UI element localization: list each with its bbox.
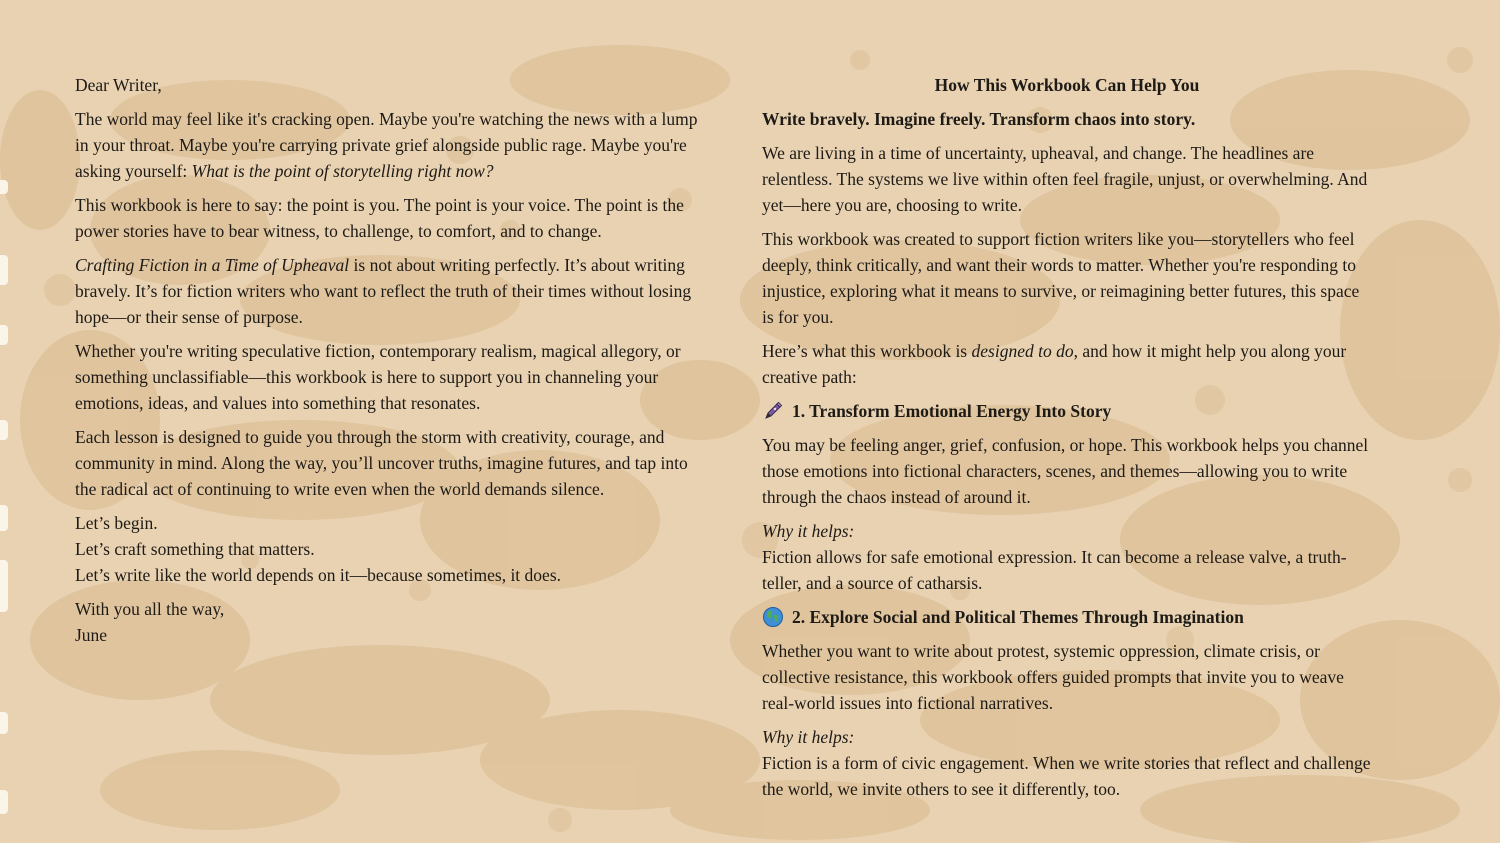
letter-closing-lines: [75, 510, 700, 588]
letter-signature: June: [75, 625, 108, 645]
letter-paragraph-3-text: is not about writing perfectly. It’s about writing bravely. It’s for fiction writers who want to reflect the truth of their times without losing hope—or their sense of purpose.: [75, 255, 692, 327]
section-2-why: [762, 724, 1372, 802]
letter-signoff-block: [75, 596, 700, 648]
workbook-paragraph-1: We are living in a time of uncertainty, upheaval, and change. The headlines are relentless. The systems we live within often feel fragile, unjust, or overwhelming. And yet—here you are, choosing to write.: [762, 143, 1368, 215]
why-it-helps-label: Why it helps:: [762, 727, 855, 747]
edge-mark: [0, 712, 8, 734]
edge-mark: [0, 560, 8, 612]
section-heading-1: [762, 398, 1372, 424]
letter-paragraph-1-text: The world may feel like it's cracking open. Maybe you're watching the news with a lump in your throat. Maybe you're carrying private grief alongside public rage. Maybe you're asking yourself:: [75, 109, 698, 181]
edge-mark: [0, 180, 8, 194]
workbook-paragraph-3-italic: designed to do: [971, 341, 1074, 361]
section-heading-1-text: 1. Transform Emotional Energy Into Story: [792, 401, 1112, 421]
workbook-title-italic: Crafting Fiction in a Time of Upheaval: [75, 255, 350, 275]
workbook-paragraph-3-before: Here’s what this workbook is: [762, 341, 972, 361]
workbook-column: [762, 72, 1372, 810]
letter-column: [75, 72, 700, 656]
edge-mark: [0, 505, 8, 531]
letter-paragraph-5: Each lesson is designed to guide you through the storm with creativity, courage, and community in mind. Along the way, you’ll uncover truths, imagine futures, and tap into the radical act of continuing to write even when the world demands silence.: [75, 427, 688, 499]
letter-paragraph-1: [75, 106, 700, 184]
letter-signoff: With you all the way,: [75, 599, 225, 619]
section-1-body: You may be feeling anger, grief, confusion, or hope. This workbook helps you channel those emotions into fictional characters, scenes, and themes—allowing you to write through the chaos instead of around it.: [762, 435, 1369, 507]
letter-paragraph-2: This workbook is here to say: the point is you. The point is your voice. The point is the power stories have to bear witness, to challenge, to comfort, and to change.: [75, 195, 684, 241]
edge-mark: [0, 790, 8, 814]
closing-line: Let’s write like the world depends on it—because sometimes, it does.: [75, 565, 562, 585]
workbook-paragraph-3: [762, 338, 1372, 390]
globe-icon: [762, 606, 784, 628]
section-heading-2-text: 2. Explore Social and Political Themes Through Imagination: [792, 607, 1244, 627]
letter-paragraph-1-question: What is the point of storytelling right now?: [191, 161, 494, 181]
pen-icon: [762, 400, 784, 422]
tagline: Write bravely. Imagine freely. Transform chaos into story.: [762, 109, 1196, 129]
why-it-helps-label: Why it helps:: [762, 521, 855, 541]
edge-mark: [0, 325, 8, 345]
letter-paragraph-4: Whether you're writing speculative fiction, contemporary realism, magical allegory, or something unclassifiable—this workbook is here to support you in channeling your emotions, ideas, and values into something that resonates.: [75, 341, 681, 413]
section-1-why: [762, 518, 1372, 596]
why-it-helps-text: Fiction is a form of civic engagement. When we write stories that reflect and challenge the world, we invite others to see it differently, too.: [762, 753, 1371, 799]
section-heading-2: [762, 604, 1372, 630]
letter-paragraph-3: [75, 252, 700, 330]
letter-salutation: Dear Writer,: [75, 75, 162, 95]
workbook-paragraph-2: This workbook was created to support fiction writers like you—storytellers who feel deeply, think critically, and want their words to matter. Whether you're responding to injustice, exploring what it means to survive, or reimagining better futures, this space is for you.: [762, 229, 1360, 327]
workbook-paragraph-3-after: , and how it might help you along your creative path:: [762, 341, 1347, 387]
section-2-body: Whether you want to write about protest, systemic oppression, climate crisis, or collective resistance, this workbook offers guided prompts that invite you to weave real-world issues into fictional narratives.: [762, 641, 1344, 713]
edge-mark: [0, 420, 8, 440]
closing-line: Let’s begin.: [75, 513, 158, 533]
edge-mark: [0, 255, 8, 285]
page-title: How This Workbook Can Help You: [934, 75, 1200, 95]
why-it-helps-text: Fiction allows for safe emotional expression. It can become a release valve, a truth-teller, and a source of catharsis.: [762, 547, 1347, 593]
closing-line: Let’s craft something that matters.: [75, 539, 315, 559]
